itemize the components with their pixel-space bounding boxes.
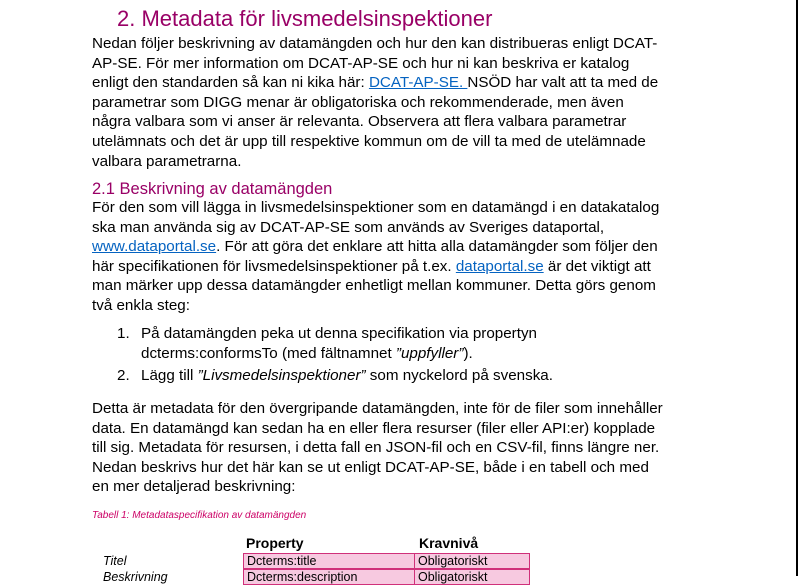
description-line xyxy=(92,237,658,257)
section-heading: 2. Metadata för livsmedelsinspektioner xyxy=(117,6,493,31)
description-line: man märker upp dessa datamängder enhetligt mellan kommuner. Detta görs genom xyxy=(92,277,656,295)
dataportal-link[interactable]: www.dataportal.se xyxy=(92,238,217,256)
table-header-property: Property xyxy=(246,535,304,551)
description-line: två enkla steg: xyxy=(92,296,190,314)
list-number: 1. xyxy=(117,325,130,342)
description-text: här specifikationen för livsmedelsinspektioner på t.ex. xyxy=(92,257,456,275)
dcat-ap-se-link[interactable]: DCAT-AP-SE. xyxy=(368,74,468,92)
intro-paragraph xyxy=(92,34,659,171)
list-line: På datamängden peka ut denna specifikation via propertyn xyxy=(141,325,537,342)
table-header-level: Kravnivå xyxy=(419,535,479,551)
level-cell: Obligatoriskt xyxy=(414,553,530,569)
list-line xyxy=(141,344,537,364)
property-cell: Dcterms:description xyxy=(243,569,415,585)
intro-line: några valbara som vi anser är relevanta. Observera att flera valbara parametrar xyxy=(92,113,627,131)
metadata-line: till sig. Metadata för resursen, i detta fall en JSON-fil och en CSV-fil, finns längre ner. xyxy=(92,439,660,457)
list-text: dcterms:conformsTo (med fältnamnet xyxy=(141,344,396,362)
list-text: som nyckelord på svenska. xyxy=(365,367,553,384)
description-text: är det viktigt att xyxy=(543,257,651,275)
list-text xyxy=(141,366,553,386)
list-text xyxy=(141,324,537,363)
metadata-line: en mer detaljerad beskrivning: xyxy=(92,478,296,496)
table-caption: Tabell 1: Metadataspecifikation av datamängden xyxy=(92,510,307,521)
row-label: Beskrivning xyxy=(103,570,168,584)
description-line: För den som vill lägga in livsmedelsinspektioner som en datamängd i en datakatalog xyxy=(92,199,660,216)
property-cell: Dcterms:title xyxy=(243,553,415,569)
list-emphasis: ”uppfyller” xyxy=(395,344,464,362)
list-number: 2. xyxy=(117,367,130,384)
description-paragraph xyxy=(92,198,660,316)
dataportal-link[interactable]: dataportal.se xyxy=(455,257,544,275)
intro-line: valbara parametrarna. xyxy=(92,152,242,170)
metadata-line: data. En datamängd kan sedan ha en eller flera resurser (filer eller API:er) kopplade xyxy=(92,419,656,437)
level-cell: Obligatoriskt xyxy=(414,569,530,585)
description-line xyxy=(92,257,651,277)
metadata-line: Nedan beskrivs hur det här kan se ut enligt DCAT-AP-SE, både i en tabell och med xyxy=(92,458,649,476)
intro-line: parametrar som DIGG menar är obligatoriska och rekommenderade, men även xyxy=(92,93,624,111)
metadata-line: Detta är metadata för den övergripande datamängden, inte för de filer som innehåller xyxy=(92,400,663,417)
list-emphasis: ”Livsmedelsinspektioner” xyxy=(197,367,366,384)
description-text: . För att göra det enklare att hitta alla datamängder som följer den xyxy=(216,238,658,256)
row-label: Titel xyxy=(103,554,127,568)
intro-line: AP-SE. För mer information om DCAT-AP-SE och hur ni kan beskriva er katalog xyxy=(92,54,630,72)
description-line: ska man använda sig av DCAT-AP-SE som används av Sveriges dataportal, xyxy=(92,218,605,236)
list-text: Lägg till xyxy=(141,367,198,384)
metadata-paragraph xyxy=(92,399,663,497)
intro-line xyxy=(92,73,659,93)
subsection-heading: 2.1 Beskrivning av datamängden xyxy=(92,180,333,198)
intro-line: utelämnats och det är upp till respektive kommun om de vill ta med de utelämnade xyxy=(92,132,646,150)
intro-text: enligt den standarden så kan ni kika här: xyxy=(92,74,369,92)
intro-line: Nedan följer beskrivning av datamängden och hur den kan distribueras enligt DCAT- xyxy=(92,35,658,52)
intro-text: NSÖD har valt att ta med de xyxy=(467,74,659,92)
list-text: ). xyxy=(463,344,473,362)
